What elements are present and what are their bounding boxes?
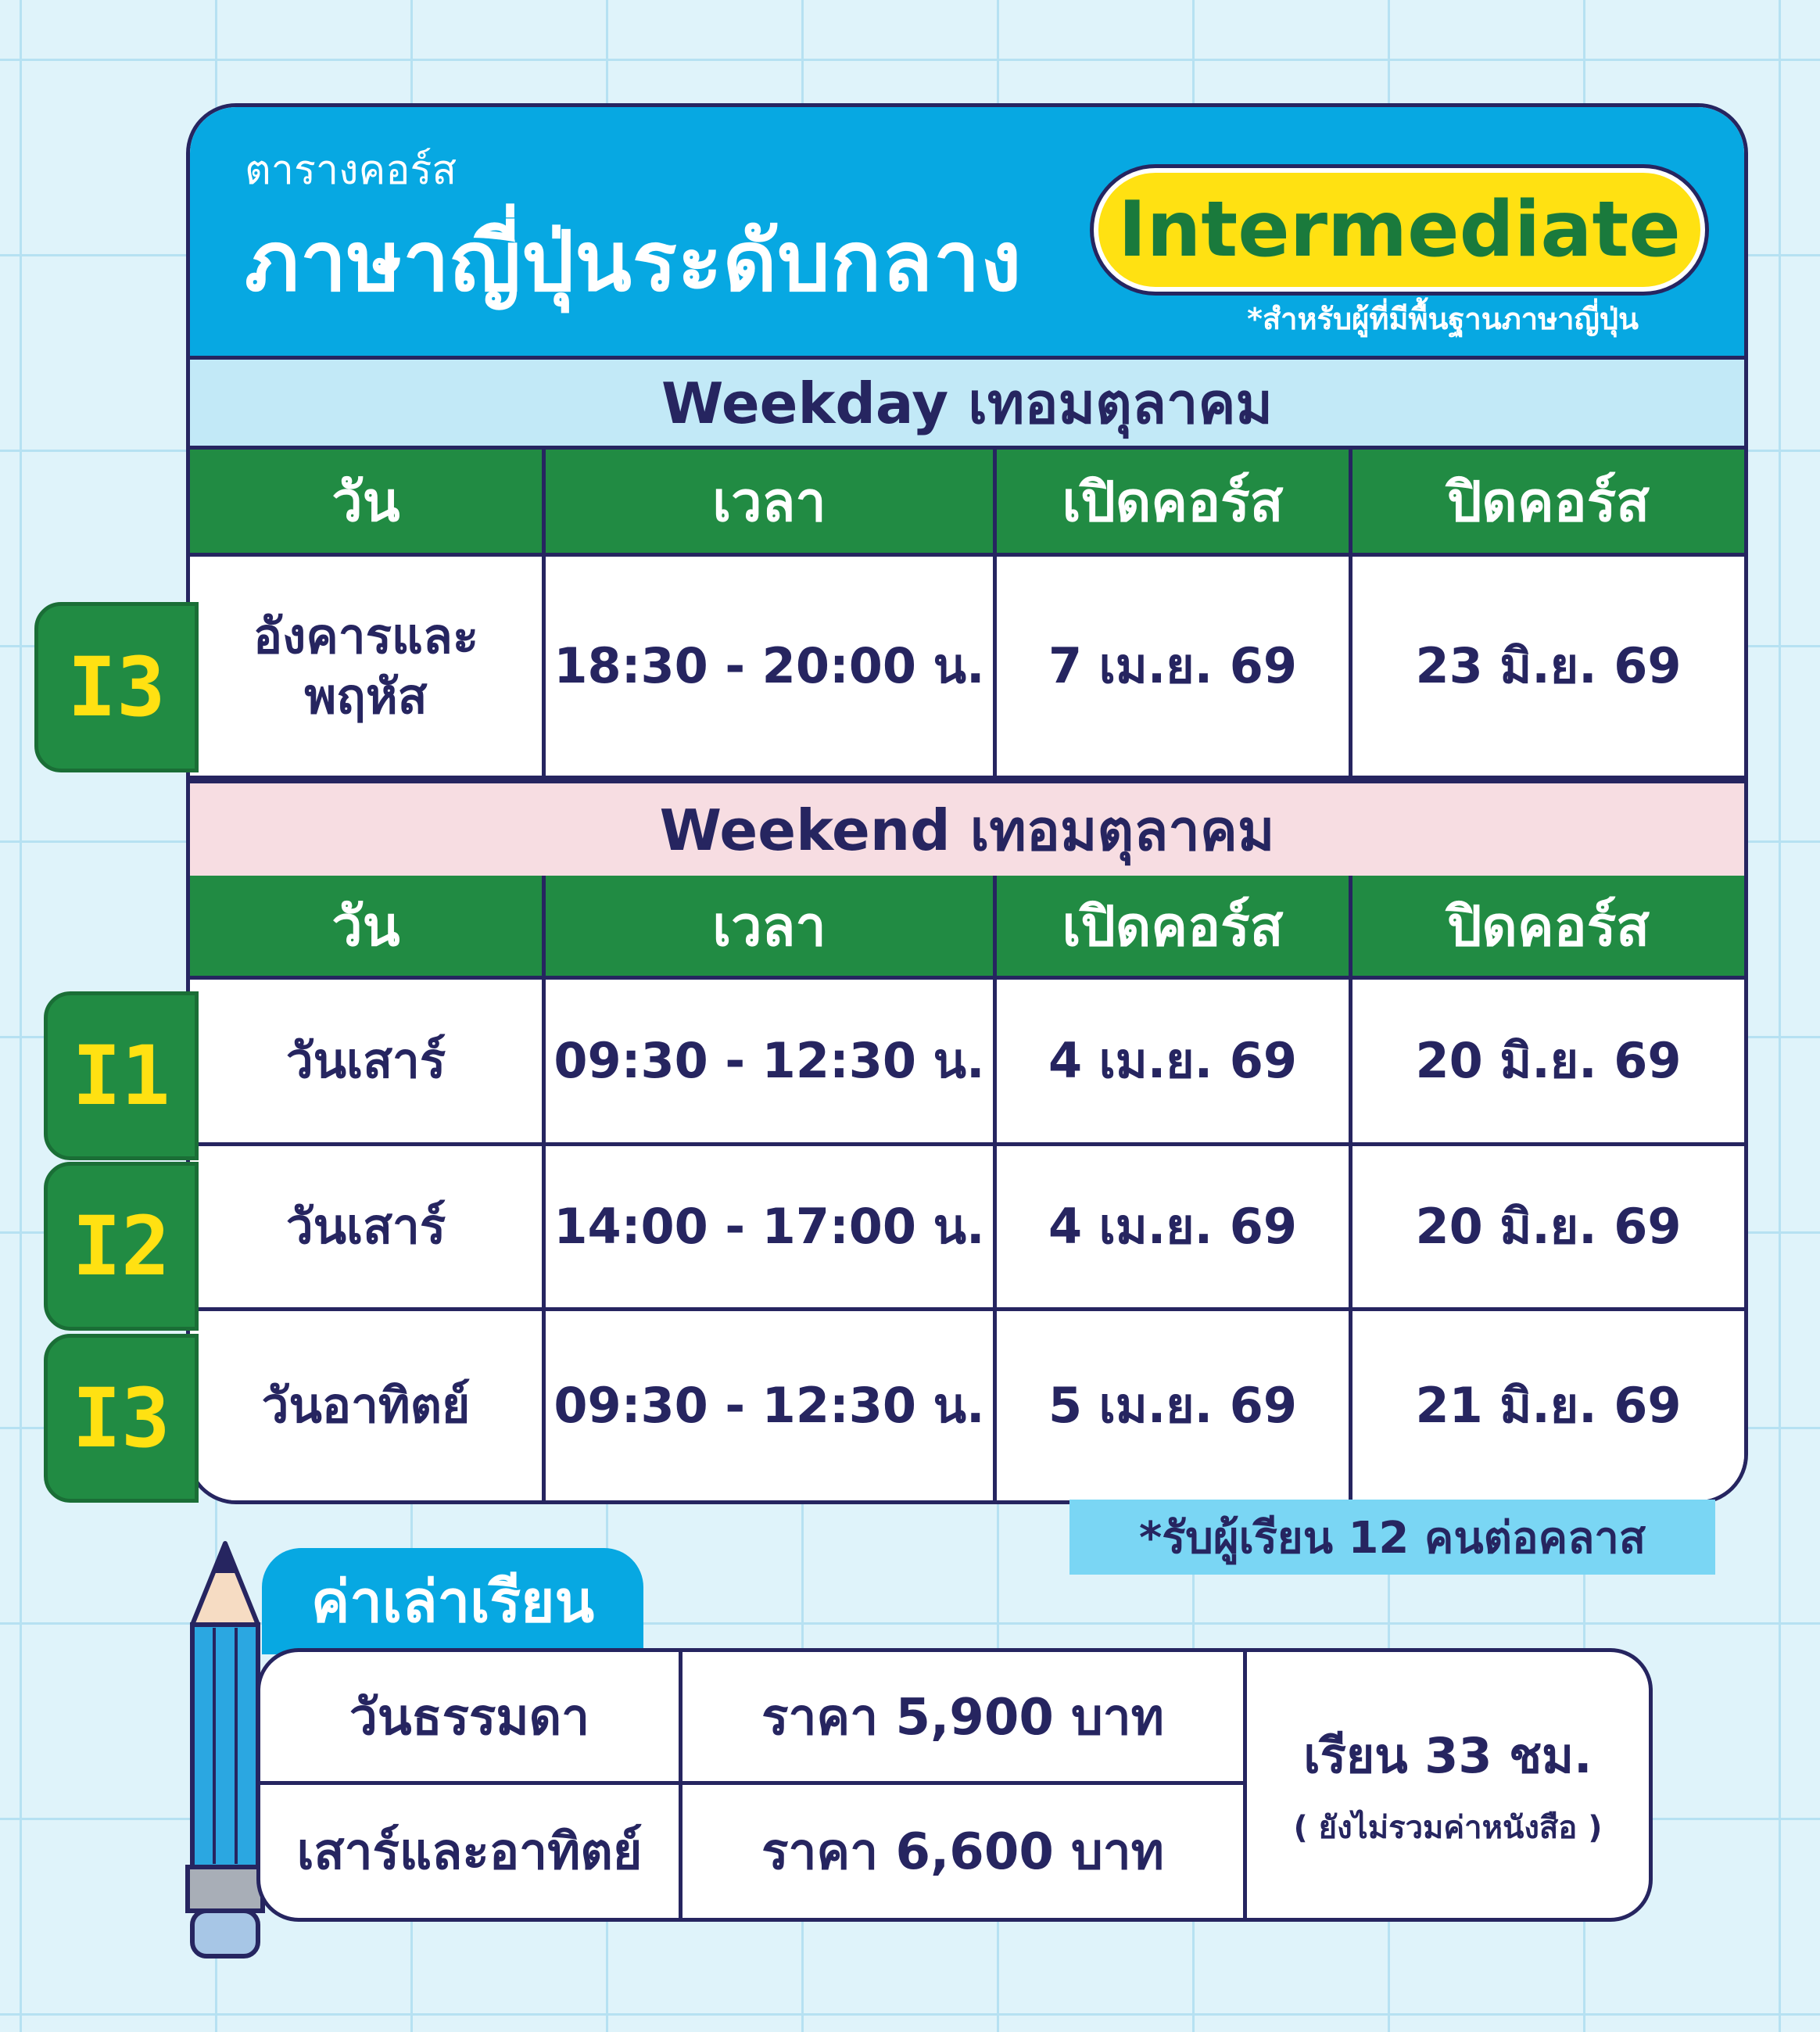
- header-time: เวลา: [546, 876, 997, 976]
- header-start: เปิดคอร์ส: [997, 876, 1352, 976]
- row-end: 21 มิ.ย. 69: [1415, 1377, 1682, 1435]
- header-end: ปิดคอร์ส: [1446, 469, 1650, 534]
- class-tag: I3: [34, 602, 199, 772]
- row-time: 09:30 - 12:30 น.: [546, 1311, 997, 1500]
- weekend-table-header: [190, 876, 1744, 980]
- page-title: ภาษาญี่ปุ่นระดับกลาง: [245, 213, 1023, 310]
- row-end: 20 มิ.ย. 69: [1415, 1198, 1682, 1256]
- tuition-card: [256, 1648, 1653, 1922]
- row-start: 4 เม.ย. 69: [997, 1146, 1352, 1307]
- tuition-price-weekend: ราคา 6,600 บาท: [682, 1785, 1247, 1918]
- header-day: วัน: [190, 450, 546, 553]
- header-time: เวลา: [546, 450, 997, 553]
- class-tag: I3: [44, 1334, 199, 1503]
- row-end: 23 มิ.ย. 69: [1415, 637, 1682, 695]
- header-day: วัน: [190, 876, 546, 976]
- table-row: [190, 980, 1744, 1146]
- tuition-title: ค่าเล่าเรียน: [262, 1548, 643, 1654]
- weekend-section-title: Weekend เทอมตุลาคม: [190, 779, 1744, 880]
- row-start: 5 เม.ย. 69: [997, 1311, 1352, 1500]
- level-badge: Intermediate: [1094, 168, 1705, 292]
- weekday-table-header: [190, 450, 1744, 557]
- row-day: วันเสาร์: [190, 980, 546, 1142]
- row-time: 09:30 - 12:30 น.: [546, 980, 997, 1142]
- tuition-label-weekday: วันธรรมดา: [260, 1652, 682, 1785]
- tuition-label-weekend: เสาร์และอาทิตย์: [260, 1785, 682, 1918]
- row-day: วันอาทิตย์: [190, 1311, 546, 1500]
- class-tag: I1: [44, 991, 199, 1160]
- header-end: ปิดคอร์ส: [1446, 894, 1650, 959]
- row-day: อังคารและ พฤหัส: [190, 557, 546, 776]
- header-start: เปิดคอร์ส: [997, 450, 1352, 553]
- row-end: 20 มิ.ย. 69: [1415, 1032, 1682, 1090]
- pre-title: ตารางคอร์ส: [245, 147, 457, 194]
- schedule-card: [186, 103, 1748, 1504]
- hours-label: เรียน 33 ชม.: [1303, 1727, 1592, 1784]
- row-start: 7 เม.ย. 69: [997, 557, 1352, 776]
- course-hours: [1247, 1652, 1649, 1918]
- table-row: [190, 1311, 1744, 1500]
- prerequisite-note: *สำหรับผู้ที่มีพื้นฐานภาษาญี่ปุ่น: [1247, 302, 1639, 336]
- row-time: 18:30 - 20:00 น.: [546, 557, 997, 776]
- schedule-header: [190, 107, 1744, 360]
- table-row: [190, 557, 1744, 779]
- row-start: 4 เม.ย. 69: [997, 980, 1352, 1142]
- class-tag: I2: [44, 1162, 199, 1331]
- row-day: วันเสาร์: [190, 1146, 546, 1307]
- hours-note: ( ยังไม่รวมค่าหนังสือ ): [1293, 1810, 1603, 1846]
- row-time: 14:00 - 17:00 น.: [546, 1146, 997, 1307]
- weekday-section-title: Weekday เทอมตุลาคม: [190, 360, 1744, 450]
- table-row: [190, 1146, 1744, 1311]
- tuition-price-weekday: ราคา 5,900 บาท: [682, 1652, 1247, 1785]
- capacity-note: *รับผู้เรียน 12 คนต่อคลาส: [1069, 1500, 1715, 1575]
